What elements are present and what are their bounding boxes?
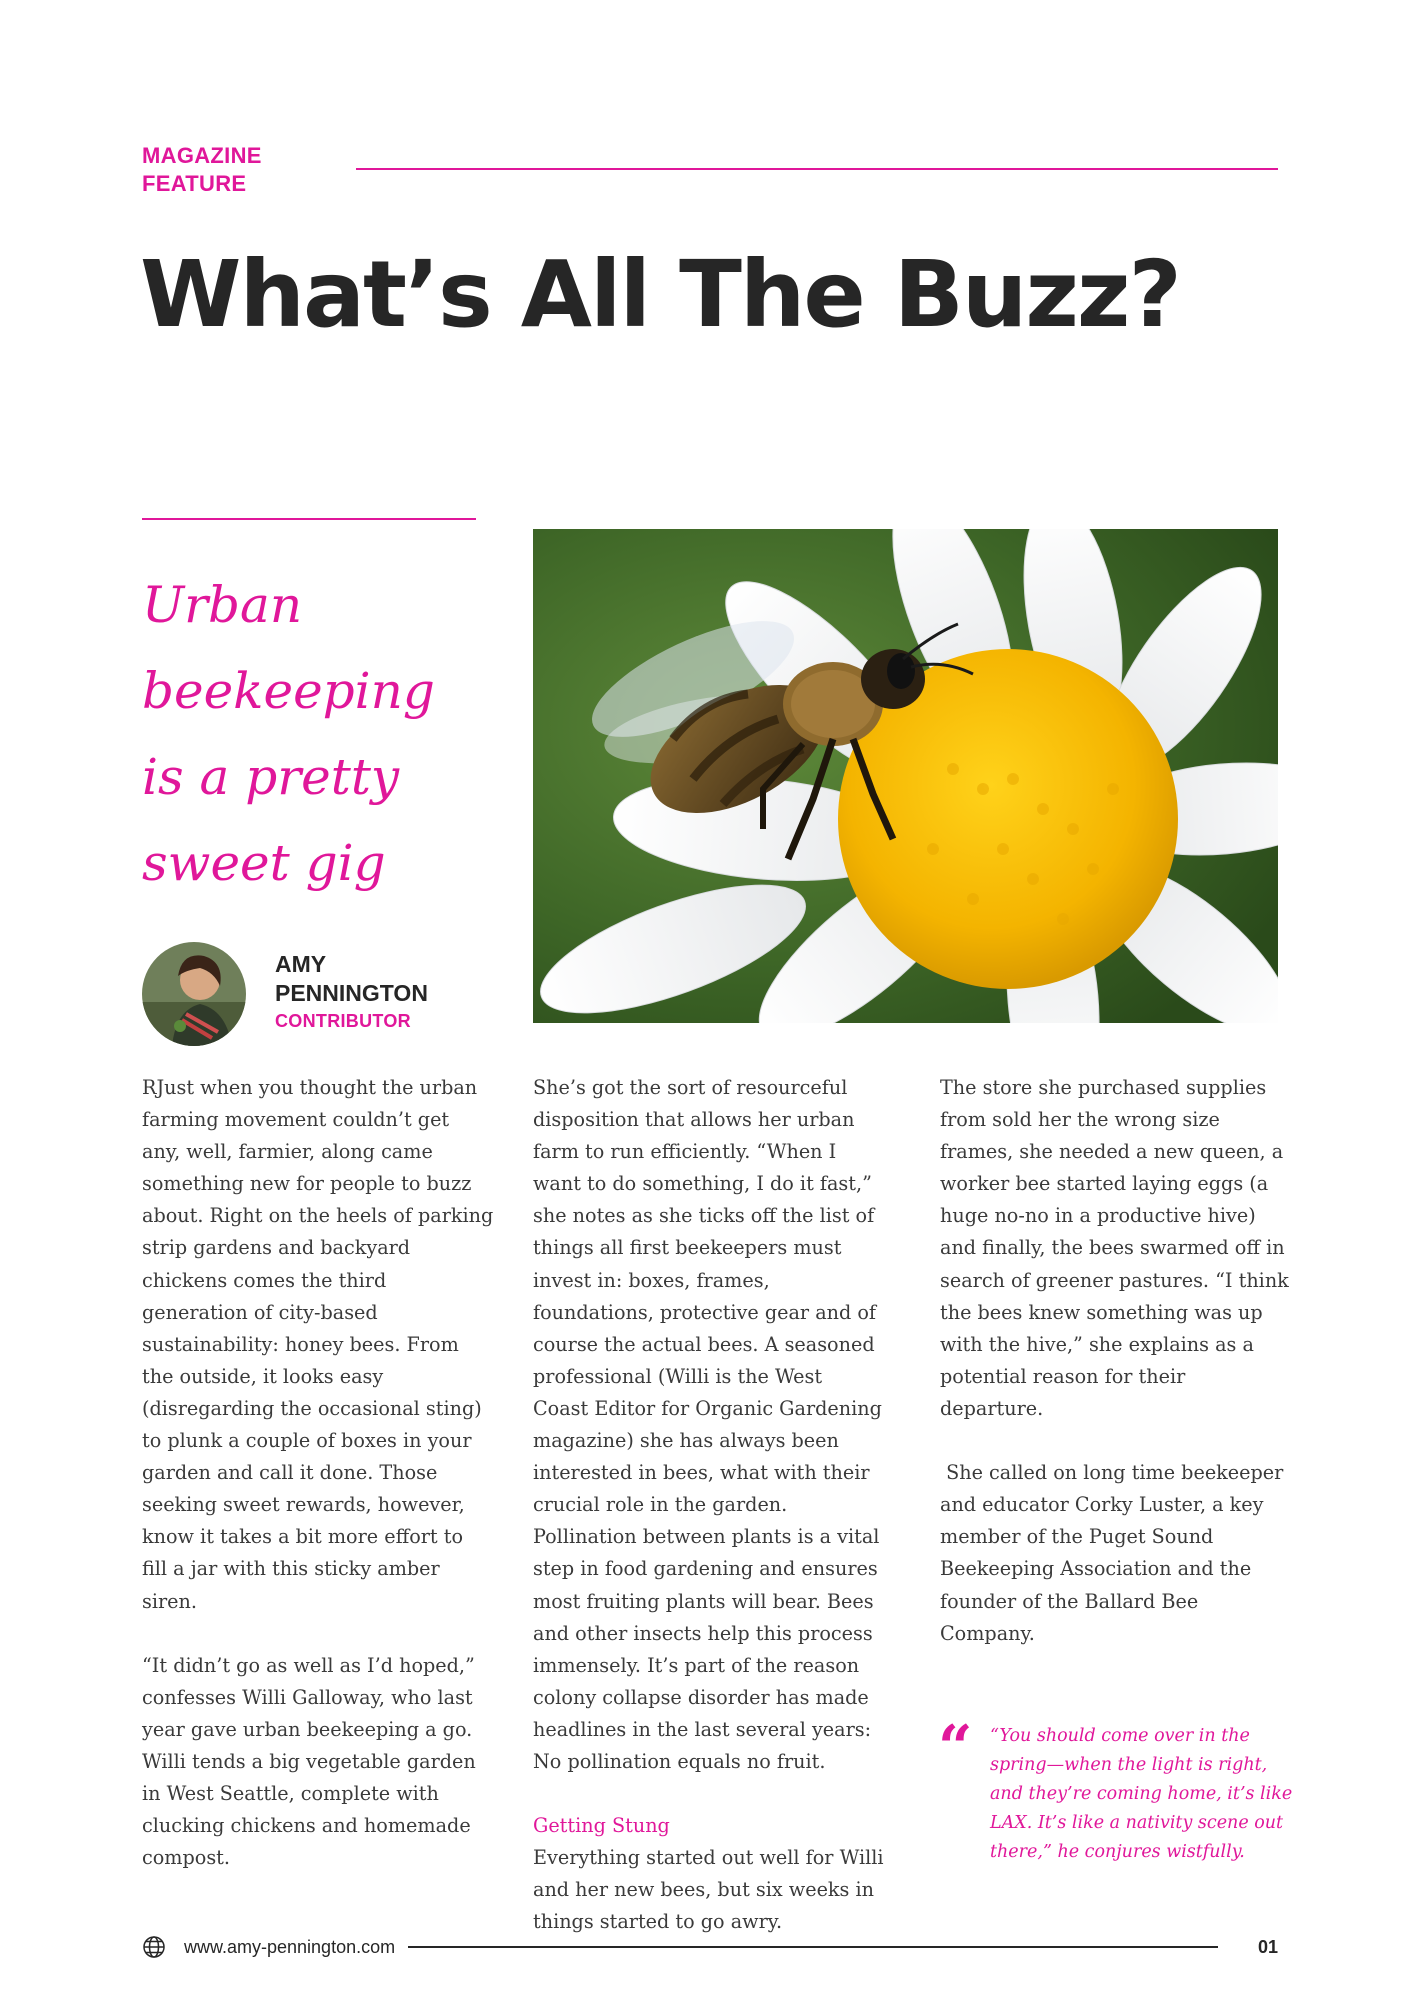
author-last-name: PENNINGTON [275, 980, 428, 1006]
text-line: farming movement couldn’t get [142, 1108, 450, 1132]
kicker-line: FEATURE [142, 171, 247, 196]
text-line: fill a jar with this sticky amber [142, 1557, 440, 1581]
text-line: invest in: boxes, frames, [533, 1268, 770, 1292]
text-line: huge no-no in a productive hive) [940, 1204, 1256, 1228]
text-line: want to do something, I do it fast,” [533, 1172, 872, 1196]
text-line: RJust when you thought the urban [142, 1076, 478, 1099]
paragraph [142, 1650, 497, 1875]
text-line: and finally, the bees swarmed off in [940, 1236, 1285, 1260]
text-line: something new for people to buzz [142, 1172, 472, 1196]
text-line: most fruiting plants will bear. Bees [533, 1589, 874, 1613]
text-line: Willi tends a big vegetable garden [142, 1749, 476, 1773]
text-line: and other insects help this process [533, 1621, 873, 1645]
text-line: things all first beekeepers must [533, 1236, 842, 1260]
paragraph [142, 1072, 497, 1618]
deck-line: beekeeping [142, 662, 435, 720]
text-line: She’s got the sort of resourceful [533, 1076, 848, 1099]
header-divider [356, 168, 1278, 170]
quote-line: there,” he conjures wistfully. [990, 1842, 1245, 1862]
text-line: Everything started out well for Willi [533, 1846, 884, 1870]
text-line: from sold her the wrong size [940, 1108, 1220, 1132]
text-line: (disregarding the occasional sting) [142, 1396, 482, 1420]
text-line: departure. [940, 1396, 1044, 1420]
text-line: and educator Corky Luster, a key [940, 1493, 1264, 1517]
paragraph-gap [940, 1425, 1285, 1457]
quote-line: “You should come over in the [990, 1726, 1250, 1746]
text-line: Coast Editor for Organic Gardening [533, 1396, 882, 1420]
quote-line: and they’re coming home, it’s like [990, 1784, 1293, 1804]
text-line: generation of city-based [142, 1300, 378, 1324]
paragraph [533, 1072, 893, 1778]
text-line: member of the Puget Sound [940, 1525, 1214, 1549]
deck-line: sweet gig [142, 834, 386, 892]
article-column-1 [142, 1072, 497, 1874]
text-line: siren. [142, 1589, 197, 1613]
text-line: the bees knew something was up [940, 1300, 1263, 1324]
text-line: Pollination between plants is a vital [533, 1525, 880, 1549]
quote-mark-icon: “ [938, 1713, 973, 1783]
author-role: CONTRIBUTOR [275, 1011, 411, 1031]
text-line: potential reason for their [940, 1364, 1186, 1388]
text-line: worker bee started laying eggs (a [940, 1172, 1269, 1196]
pull-quote [990, 1722, 1293, 1867]
text-line: founder of the Ballard Bee [940, 1589, 1199, 1613]
paragraph [533, 1842, 893, 1938]
text-line: colony collapse disorder has made [533, 1685, 869, 1709]
text-line: strip gardens and backyard [142, 1236, 411, 1260]
paragraph-gap [533, 1778, 893, 1810]
text-line: interested in bees, what with their [533, 1461, 870, 1485]
article-column-3 [940, 1072, 1289, 1650]
text-line: with the hive,” she explains as a [940, 1332, 1254, 1356]
text-line: search of greener pastures. “I think [940, 1268, 1289, 1292]
website-link[interactable]: www.amy-pennington.com [184, 1937, 396, 1957]
deck-divider [142, 518, 476, 520]
text-line: to plunk a couple of boxes in your [142, 1429, 472, 1453]
deck-line: Urban [142, 576, 303, 634]
text-line: garden and call it done. Those [142, 1461, 438, 1485]
section-subheading: Getting Stung [533, 1814, 670, 1838]
text-line: magazine) she has always been [533, 1429, 839, 1453]
text-line: she notes as she ticks off the list of [533, 1204, 875, 1228]
text-line: course the actual bees. A seasoned [533, 1332, 875, 1356]
text-line: about. Right on the heels of parking [142, 1204, 494, 1228]
text-line: disposition that allows her urban [533, 1108, 855, 1132]
hero-image-bee-on-daisy [533, 529, 1278, 1023]
text-line: year gave urban beekeeping a go. [142, 1717, 473, 1741]
text-line: headlines in the last several years: [533, 1717, 872, 1741]
text-line: professional (Willi is the West [533, 1364, 823, 1388]
section-kicker [142, 142, 342, 198]
text-line: “It didn’t go as well as I’d hoped,” [142, 1653, 475, 1677]
text-line: sustainability: honey bees. From [142, 1332, 459, 1356]
text-line: seeking sweet rewards, however, [142, 1493, 465, 1517]
text-line: farm to run efficiently. “When I [533, 1140, 837, 1164]
text-line: She called on long time beekeeper [940, 1461, 1284, 1485]
text-line: Company. [940, 1621, 1035, 1645]
page-title: What’s All The Buzz? [140, 241, 1180, 348]
text-line: No pollination equals no fruit. [533, 1749, 826, 1773]
text-line: in West Seattle, complete with [142, 1782, 439, 1806]
text-line: The store she purchased supplies [940, 1076, 1267, 1099]
deck-line: is a pretty [142, 748, 400, 806]
text-line: compost. [142, 1846, 230, 1870]
text-line: foundations, protective gear and of [533, 1300, 877, 1324]
paragraph [940, 1072, 1289, 1425]
article-column-2 [533, 1072, 893, 1939]
paragraph [940, 1457, 1285, 1650]
kicker-line: MAGAZINE [142, 143, 262, 168]
paragraph-gap [142, 1618, 497, 1650]
globe-icon [142, 1935, 166, 1959]
text-line: things started to go awry. [533, 1910, 783, 1934]
text-line: crucial role in the garden. [533, 1493, 788, 1517]
text-line: any, well, farmier, along came [142, 1140, 433, 1164]
text-line: the outside, it looks easy [142, 1364, 384, 1388]
page-number: 01 [1258, 1937, 1279, 1957]
quote-line: LAX. It’s like a nativity scene out [990, 1813, 1284, 1833]
quote-line: spring—when the light is right, [990, 1755, 1268, 1775]
text-line: immensely. It’s part of the reason [533, 1653, 860, 1677]
deck-headline [142, 562, 472, 906]
text-line: step in food gardening and ensures [533, 1557, 878, 1581]
author-first-name: AMY [275, 951, 327, 977]
text-line: frames, she needed a new queen, a [940, 1140, 1284, 1164]
text-line: Beekeeping Association and the [940, 1557, 1252, 1581]
author-name [275, 950, 475, 1008]
text-line: confesses Willi Galloway, who last [142, 1685, 473, 1709]
text-line: and her new bees, but six weeks in [533, 1878, 874, 1902]
text-line: know it takes a bit more effort to [142, 1525, 464, 1549]
footer-divider [408, 1946, 1218, 1948]
avatar [142, 942, 246, 1046]
text-line: chickens comes the third [142, 1268, 387, 1292]
text-line: clucking chickens and homemade [142, 1814, 471, 1838]
